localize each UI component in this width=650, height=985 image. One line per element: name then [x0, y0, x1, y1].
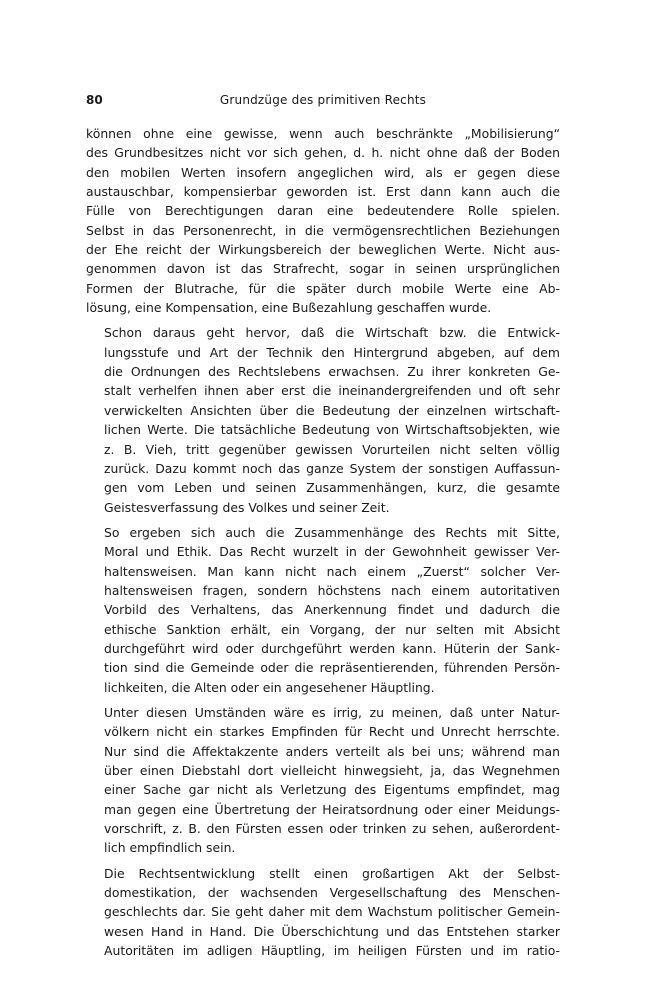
text-line: Nur sind die Affektakzente anders verteilt als bei uns; während man [104, 743, 560, 759]
text-line: Geistesverfassung des Volkes und seiner Zeit. [104, 499, 390, 515]
paragraph [86, 703, 560, 858]
text-line: z. B. Vieh, tritt gegenüber gewissen Vorurteilen nicht selten völlig [104, 441, 560, 457]
body-text [86, 124, 560, 966]
text-line: können ohne eine gewisse, wenn auch beschränkte „Mobilisierung“ [86, 126, 560, 141]
text-line: gen vom Leben und seinen Zusammenhängen, kurz, die gesamte [104, 480, 560, 496]
running-title: Grundzüge des primitiven Rechts [219, 93, 427, 107]
text-line: Unter diesen Umständen wäre es irrig, zu meinen, daß unter Natur- [104, 704, 560, 720]
text-line: durchgeführt wird oder durchgeführt werden kann. Hüterin der Sank- [104, 640, 560, 656]
text-line: Autoritäten im adligen Häuptling, im heiligen Fürsten und im ratio- [104, 943, 560, 959]
paragraph [86, 124, 560, 317]
text-line: über einen Diebstahl dort vielleicht hinwegsieht, ja, das Wegnehmen [104, 763, 560, 778]
text-line: Schon daraus geht hervor, daß die Wirtschaft bzw. die Entwick- [104, 325, 560, 341]
text-line: den mobilen Werten insofern angeglichen wird, als er gegen diese [86, 164, 560, 180]
text-line: ethische Sanktion erhält, ein Vorgang, der nur selten mit Absicht [104, 621, 560, 637]
text-line: Vorbild des Verhaltens, das Anerkennung findet und dadurch die [104, 602, 560, 618]
text-line: lich empfindlich sein. [104, 840, 236, 856]
text-line: völkern nicht ein starkes Empfinden für Recht und Unrecht herrschte. [104, 724, 560, 740]
text-line: des Grundbesitzes nicht vor sich gehen, d. h. nicht ohne daß der Boden [86, 145, 560, 161]
text-line: zurück. Dazu kommt noch das ganze System der sonstigen Auffassun- [104, 460, 560, 476]
text-line: tion sind die Gemeinde oder die repräsentierenden, führenden Persön- [104, 660, 560, 676]
paragraph [86, 323, 560, 516]
page-header [86, 93, 560, 111]
text-line: austauschbar, kompensierbar geworden ist. Erst dann kann auch die [86, 184, 560, 200]
text-line: stalt verhelfen ihnen aber erst die ineinandergreifenden und oft sehr [104, 383, 560, 399]
text-line: wesen Hand in Hand. Die Überschichtung und das Entstehen starker [104, 923, 560, 939]
paragraph [86, 864, 560, 961]
text-line: domestikation, der wachsenden Vergesellschaftung des Menschen- [104, 885, 560, 901]
text-line: verwickelten Ansichten über die Bedeutung der einzelnen wirtschaft- [104, 402, 560, 418]
text-line: Formen der Blutrache, für die später durch mobile Werte eine Ab- [86, 280, 560, 296]
text-line: die Ordnungen des Rechtslebens erwachsen. Zu ihrer konkreten Ge- [104, 364, 560, 380]
text-line: Fülle von Berechtigungen daran eine bedeutendere Rolle spielen. [86, 203, 560, 219]
text-line: man gegen eine Übertretung der Heiratsordnung oder einer Meidungs- [104, 801, 560, 817]
text-line: der Ehe reicht der Wirkungsbereich der beweglichen Werte. Nicht aus- [86, 242, 560, 258]
text-line: lösung, eine Kompensation, eine Bußezahlung geschaffen wurde. [86, 300, 492, 316]
text-line: lichkeiten, die Alten oder ein angesehener Häuptling. [104, 679, 435, 695]
text-line: geschlechts dar. Sie geht daher mit dem Wachstum politischer Gemein- [104, 904, 560, 920]
text-line: lungsstufe und Art der Technik den Hintergrund abgeben, auf dem [104, 344, 560, 360]
text-line: genommen davon ist das Strafrecht, sogar in seinen ursprünglichen [86, 261, 560, 277]
page-number: 80 [86, 93, 103, 107]
text-line: Selbst in das Personenrecht, in die vermögensrechtlichen Beziehungen [86, 222, 560, 238]
text-line: haltensweisen. Man kann nicht nach einem „Zuerst“ solcher Ver- [104, 563, 560, 579]
text-line: Die Rechtsentwicklung stellt einen großartigen Akt der Selbst- [104, 865, 560, 881]
text-line: haltensweisen fragen, sondern höchstens nach einem autoritativen [104, 582, 560, 598]
text-line: So ergeben sich auch die Zusammenhänge des Rechts mit Sitte, [104, 524, 560, 540]
text-line: vorschrift, z. B. den Fürsten essen oder trinken zu sehen, außerordent- [104, 821, 560, 837]
text-line: einer Sache gar nicht als Verletzung des Eigentums empfindet, mag [104, 782, 560, 798]
paragraph [86, 523, 560, 697]
text-line: lichen Werte. Die tatsächliche Bedeutung von Wirtschaftsobjekten, wie [104, 422, 560, 438]
text-line: Moral und Ethik. Das Recht wurzelt in der Gewohnheit gewisser Ver- [104, 544, 560, 560]
